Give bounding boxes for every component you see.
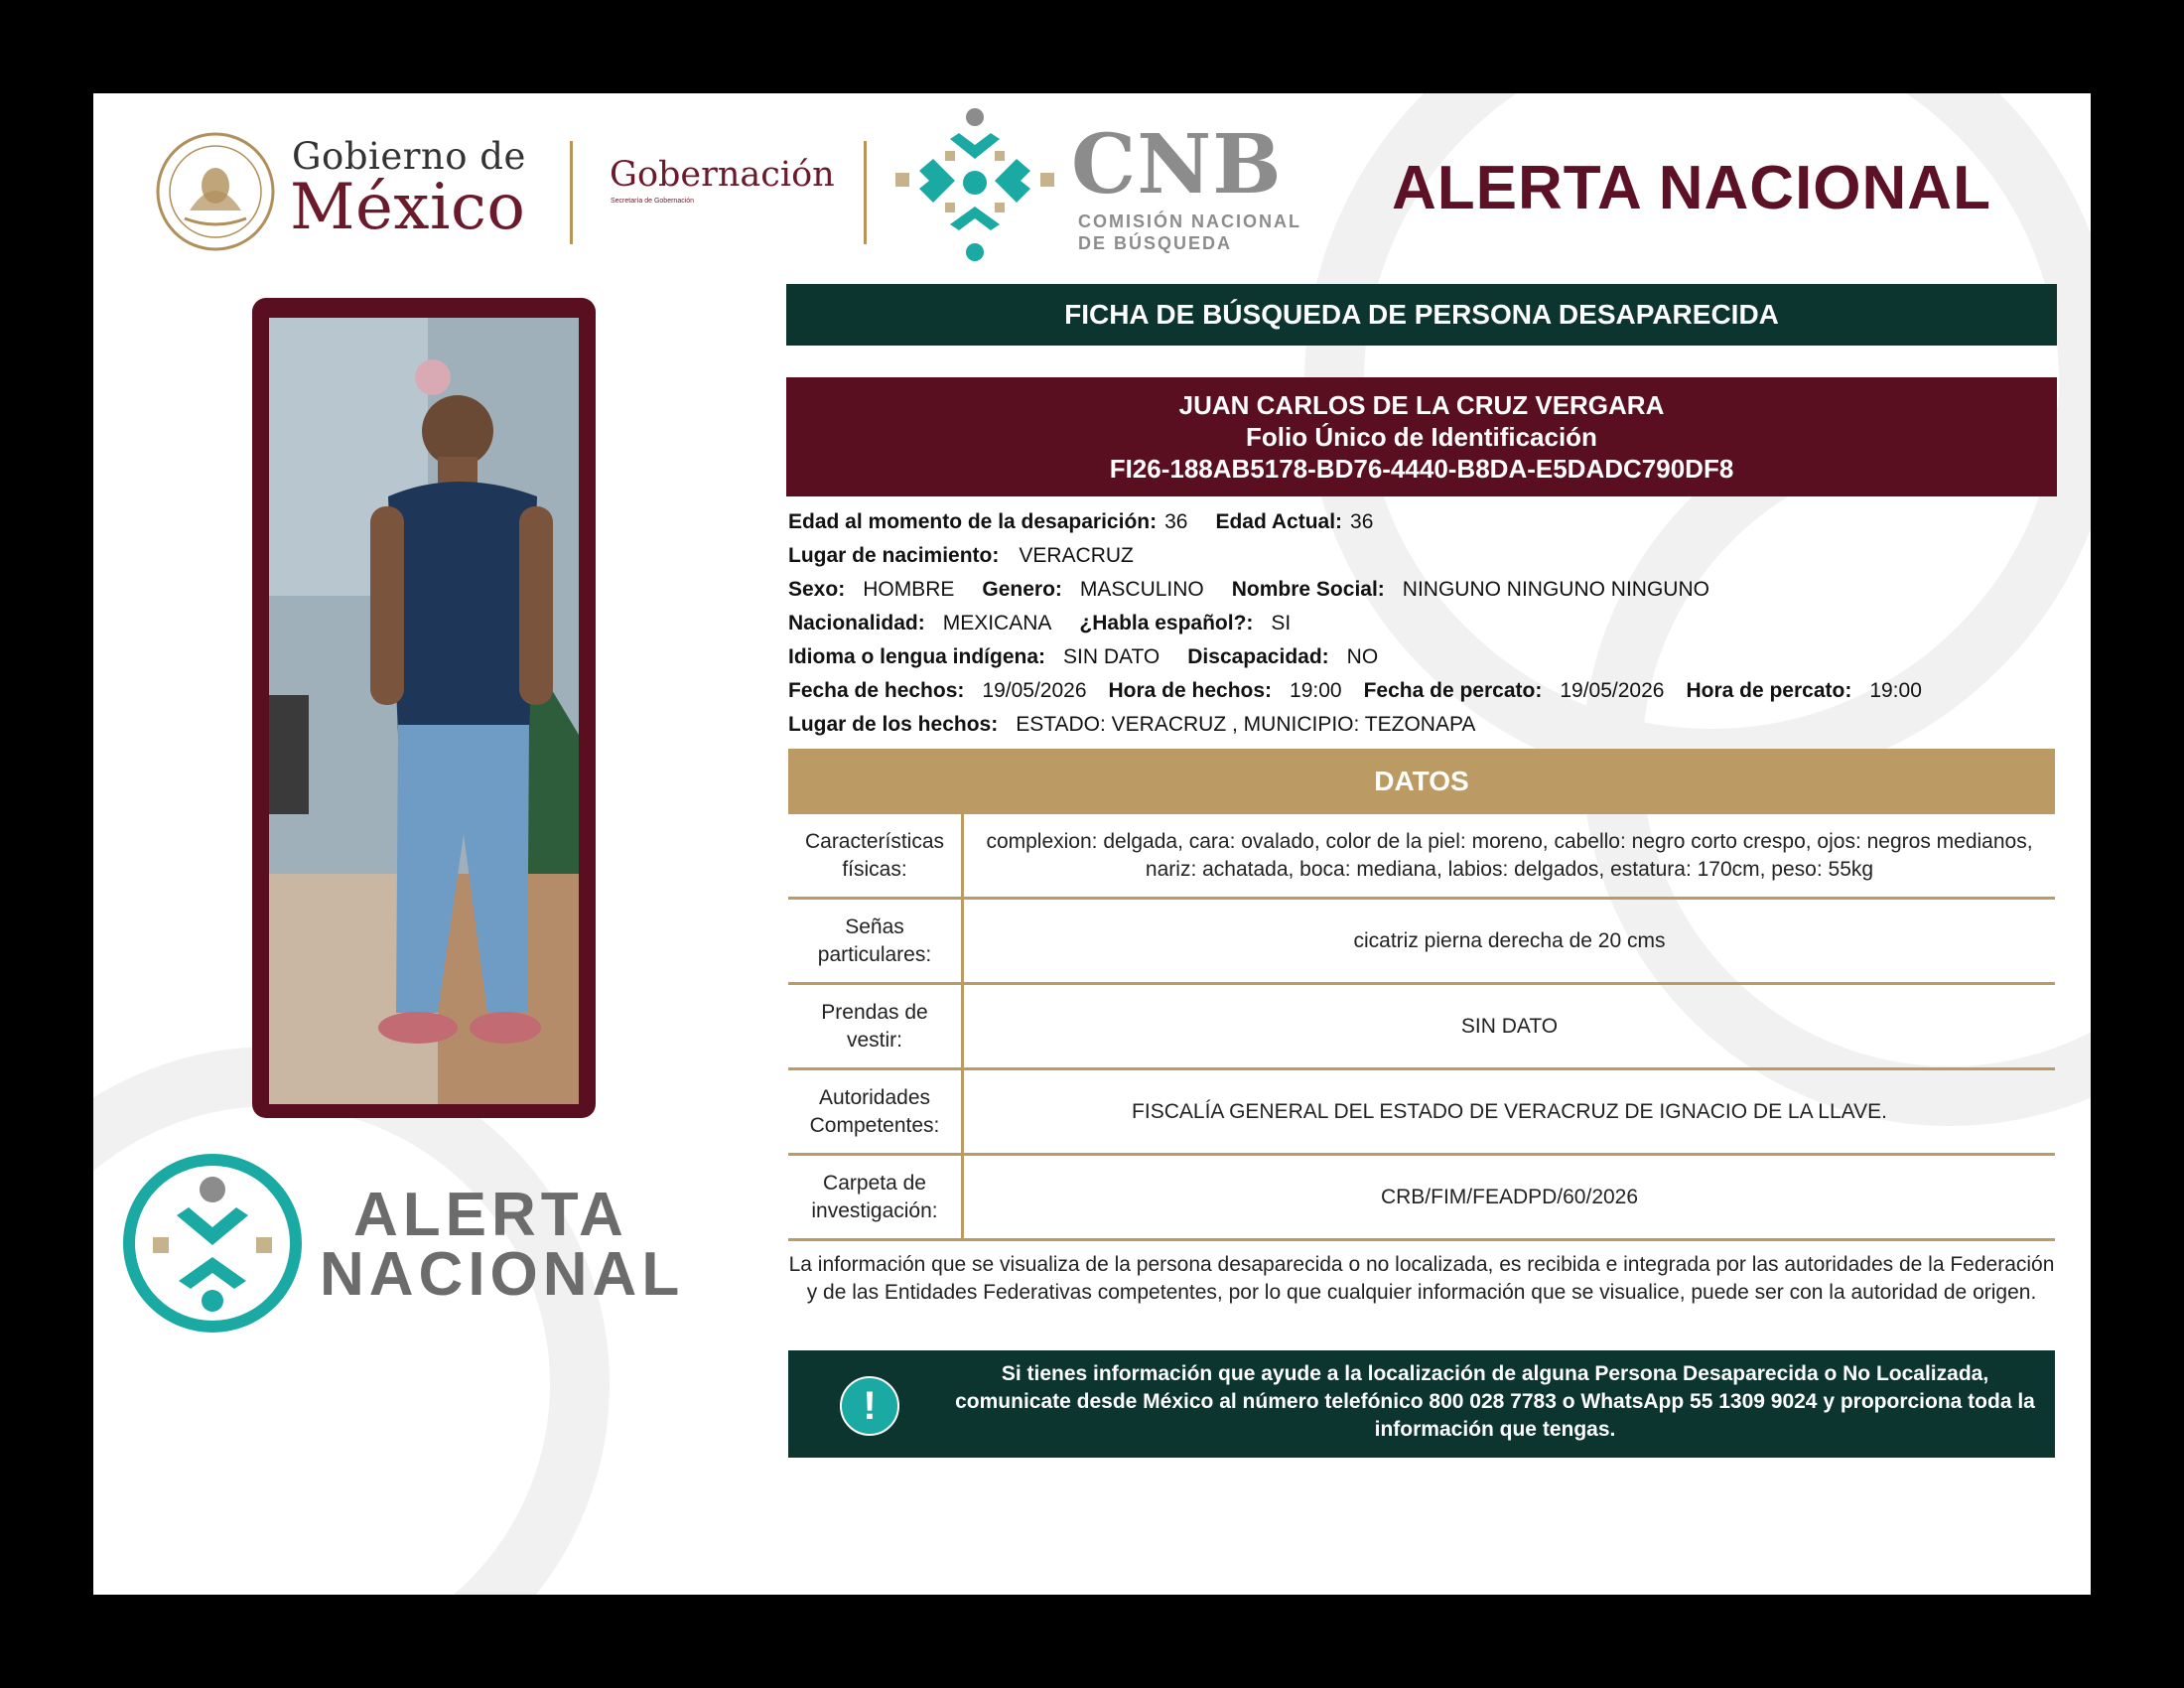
mexico-seal-icon xyxy=(155,131,276,252)
table-row xyxy=(788,814,2055,899)
page-title: ALERTA NACIONAL xyxy=(1392,154,1991,222)
info-row-fechas xyxy=(788,679,1922,703)
person-header xyxy=(786,377,2057,496)
alerta-nacional-logo-line1: ALERTA xyxy=(353,1181,628,1249)
info-label: Nacionalidad: xyxy=(788,612,925,634)
gobierno-de-text: Gobierno de xyxy=(292,135,526,178)
cnb-subtitle-line1: COMISIÓN NACIONAL xyxy=(1078,211,1301,231)
info-label: Nombre Social: xyxy=(1231,578,1385,601)
datos-label: Autoridades Competentes: xyxy=(788,1069,963,1155)
info-value: MEXICANA xyxy=(942,612,1052,634)
info-value: 19:00 xyxy=(1869,679,1922,702)
info-value: HOMBRE xyxy=(863,578,955,601)
header-divider xyxy=(864,141,867,244)
info-row-edad xyxy=(788,510,1401,534)
info-label: Fecha de hechos: xyxy=(788,679,965,702)
info-label: Idioma o lengua indígena: xyxy=(788,645,1046,668)
info-label: ¿Habla español?: xyxy=(1079,612,1254,634)
person-name: JUAN CARLOS DE LA CRUZ VERGARA xyxy=(1178,390,1665,420)
table-row xyxy=(788,984,2055,1069)
info-value: SI xyxy=(1271,612,1292,634)
info-label: Fecha de percato: xyxy=(1363,679,1543,702)
datos-label: Características físicas: xyxy=(788,814,963,899)
info-value: SIN DATO xyxy=(1063,645,1160,668)
info-label: Edad Actual: xyxy=(1215,510,1343,533)
exclamation-icon: ! xyxy=(840,1376,899,1436)
info-row-nacionalidad xyxy=(788,612,1318,635)
datos-label: Carpeta de investigación: xyxy=(788,1155,963,1240)
cnb-logo-text: CNB xyxy=(1071,117,1283,212)
info-label: Genero: xyxy=(982,578,1062,601)
table-row xyxy=(788,1155,2055,1240)
datos-label: Prendas de vestir: xyxy=(788,984,963,1069)
contact-text: Si tienes información que ayude a la localización de alguna Persona Desaparecida o No Localizada, comunicate desde México al número telefónico 800 028 7783 o WhatsApp 55 1309 9024 y proporciona toda la información que tengas. xyxy=(955,1362,2035,1441)
person-photo xyxy=(269,318,579,1104)
person-photo-image xyxy=(269,318,579,1104)
datos-value: CRB/FIM/FEADPD/60/2026 xyxy=(1380,1185,1639,1208)
info-value: 19/05/2026 xyxy=(1560,679,1665,702)
datos-value: complexion: delgada, cara: ovalado, color de la piel: moreno, cabello: negro corto crespo, ojos: negros medianos, nariz: achatada, boca: mediana, labios: delgados, estatura: 170cm, peso: 55kg xyxy=(986,829,2033,881)
datos-table xyxy=(788,814,2055,1241)
alerta-nacional-logo-line2: NACIONAL xyxy=(320,1240,685,1309)
table-row xyxy=(788,899,2055,984)
folio-label: Folio Único de Identificación xyxy=(1246,422,1597,452)
datos-value: cicatriz pierna derecha de 20 cms xyxy=(1353,928,1666,952)
info-row-idioma xyxy=(788,645,1406,669)
alerta-nacional-logo-icon xyxy=(119,1150,306,1336)
info-row-lugar-hechos xyxy=(788,713,1503,737)
info-label: Lugar de nacimiento: xyxy=(788,544,1000,567)
header-divider xyxy=(570,141,573,244)
info-label: Hora de hechos: xyxy=(1108,679,1273,702)
cnb-subtitle-line2: DE BÚSQUEDA xyxy=(1078,233,1233,253)
info-value: 36 xyxy=(1350,510,1374,533)
gobernacion-logo-text: Gobernación xyxy=(610,155,835,195)
info-value: NINGUNO NINGUNO NINGUNO xyxy=(1402,578,1709,601)
info-value: 19:00 xyxy=(1290,679,1342,702)
gobernacion-subtitle: Secretaría de Gobernación xyxy=(611,198,695,205)
info-label: Edad al momento de la desaparición: xyxy=(788,510,1158,533)
info-label: Discapacidad: xyxy=(1187,645,1329,668)
datos-value: FISCALÍA GENERAL DEL ESTADO DE VERACRUZ DE IGNACIO DE LA LLAVE. xyxy=(1132,1099,1887,1123)
disclaimer-text: La información que se visualiza de la persona desaparecida o no localizada, es recibida e integrada por las autoridades de la Federación y de las Entidades Federativas competentes, por lo que cualquier información que se visualice, puede ser con la autoridad de origen. xyxy=(788,1253,2055,1304)
info-label: Lugar de los hechos: xyxy=(788,713,999,736)
table-row xyxy=(788,1069,2055,1155)
info-row-nacimiento xyxy=(788,544,1161,568)
info-row-sexo xyxy=(788,578,1737,602)
datos-label: Señas particulares: xyxy=(788,899,963,984)
alert-sheet xyxy=(93,93,2091,1595)
folio-value: FI26-188AB5178-BD76-4440-B8DA-E5DADC790DF8 xyxy=(1109,454,1734,484)
info-value: ESTADO: VERACRUZ , MUNICIPIO: TEZONAPA xyxy=(1016,713,1476,736)
info-label: Sexo: xyxy=(788,578,846,601)
ficha-title: FICHA DE BÚSQUEDA DE PERSONA DESAPARECIDA xyxy=(786,284,2057,346)
info-value: MASCULINO xyxy=(1079,578,1204,601)
cnb-logo-icon xyxy=(895,107,1054,268)
mexico-text: México xyxy=(290,171,526,244)
info-value: 36 xyxy=(1164,510,1188,533)
info-value: NO xyxy=(1346,645,1379,668)
info-label: Hora de percato: xyxy=(1686,679,1852,702)
info-value: 19/05/2026 xyxy=(982,679,1087,702)
datos-value: SIN DATO xyxy=(1460,1014,1559,1038)
info-value: VERACRUZ xyxy=(1019,544,1134,567)
datos-header: DATOS xyxy=(788,749,2055,814)
